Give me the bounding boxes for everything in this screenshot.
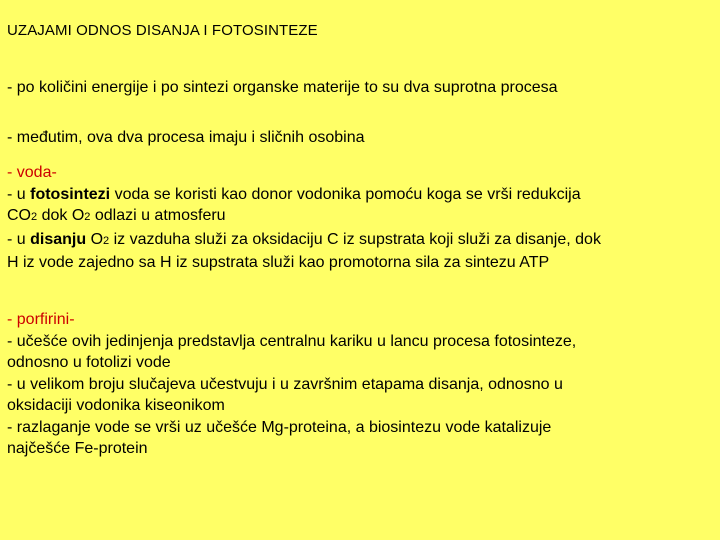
voda-line-1: - u fotosintezi voda se koristi kao donor vodonika pomoću koga se vrši redukcija (7, 185, 581, 203)
voda-section (7, 162, 707, 274)
voda-line-4: H iz vode zajedno sa H iz supstrata služi kao promotorna sila za sintezu ATP (7, 254, 550, 271)
porfirini-line-3: - u velikom broju slučajeva učestvuju i u završnim etapama disanja, odnosno u (7, 375, 563, 393)
porfirini-line-1: - učešće ovih jedinjenja predstavlja centralnu kariku u lancu procesa fotosinteze, (7, 332, 577, 350)
voda-line-2: CO2 dok O2 odlazi u atmosferu (7, 207, 226, 224)
porfirini-line-5: - razlaganje vode se vrši uz učešće Mg-proteina, a biosintezu vode katalizuje (7, 418, 552, 436)
porfirini-line-6: najčešće Fe-protein (7, 440, 148, 457)
porfirini-section (7, 309, 707, 460)
intro-line-1: - po količini energije i po sintezi organske materije to su dva suprotna procesa (7, 79, 558, 96)
porfirini-line-4: oksidaciji vodonika kiseonikom (7, 397, 225, 414)
voda-heading: - voda- (7, 164, 57, 181)
porfirini-line-2: odnosno u fotolizi vode (7, 354, 171, 371)
porfirini-heading: - porfirini- (7, 311, 75, 328)
voda-line-3: - u disanju O2 iz vazduha služi za oksidaciju C iz supstrata koji služi za disanje, dok (7, 230, 601, 248)
intro-line-2: - međutim, ova dva procesa imaju i sličnih osobina (7, 129, 365, 146)
slide-title: UZAJAMI ODNOS DISANJA I FOTOSINTEZE (7, 22, 318, 39)
